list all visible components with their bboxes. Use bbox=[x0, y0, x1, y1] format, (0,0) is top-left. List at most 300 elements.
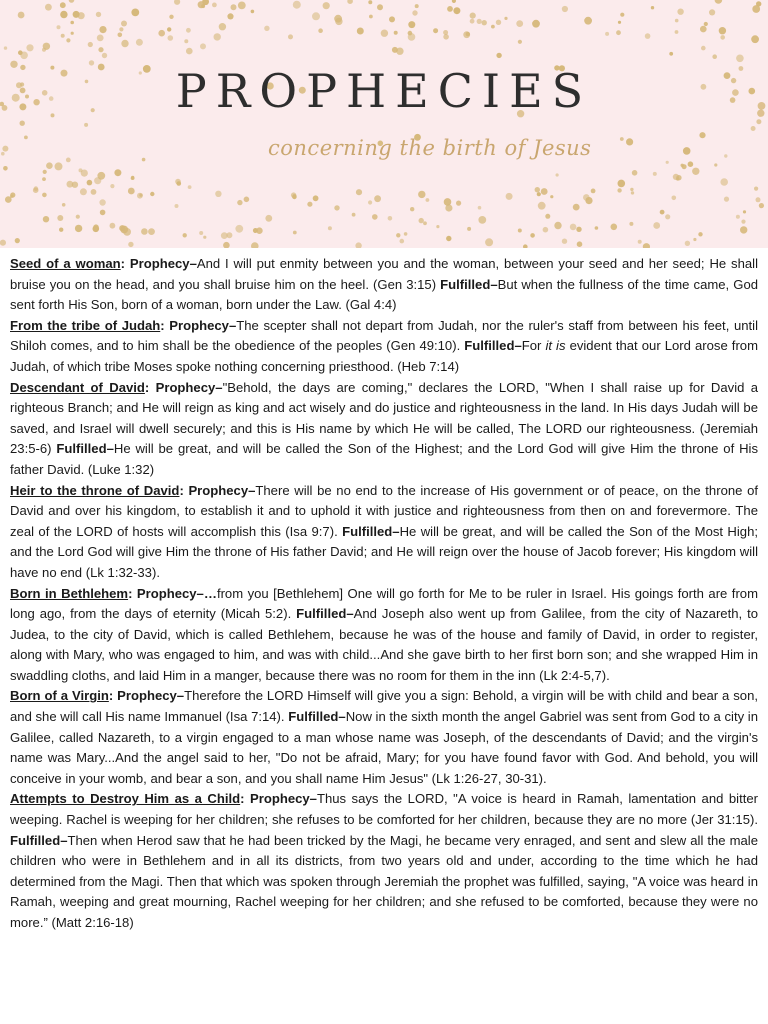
confetti-dot bbox=[751, 35, 759, 43]
confetti-dot bbox=[446, 236, 451, 241]
confetti-dot bbox=[570, 224, 577, 231]
confetti-dot bbox=[293, 231, 297, 235]
confetti-dot bbox=[754, 187, 758, 191]
confetti-dot bbox=[264, 26, 269, 31]
confetti-dot bbox=[756, 197, 761, 202]
confetti-dot bbox=[709, 9, 715, 15]
confetti-dot bbox=[175, 204, 179, 208]
confetti-dot bbox=[433, 28, 438, 33]
confetti-dot bbox=[66, 158, 71, 163]
confetti-dot bbox=[1, 152, 5, 156]
confetti-dot bbox=[562, 239, 567, 244]
confetti-dot bbox=[443, 30, 448, 35]
confetti-dot bbox=[669, 52, 673, 56]
confetti-dot bbox=[576, 227, 581, 232]
confetti-dot bbox=[643, 243, 650, 248]
prophecy-label: Prophecy– bbox=[155, 379, 223, 395]
confetti-dot bbox=[45, 4, 52, 11]
fulfilled-text-italic: it is bbox=[545, 338, 566, 354]
confetti-dot bbox=[368, 200, 372, 204]
confetti-dot bbox=[675, 19, 679, 23]
confetti-dot bbox=[653, 222, 660, 229]
confetti-dot bbox=[751, 126, 756, 131]
confetti-dot bbox=[620, 137, 624, 141]
fulfilled-label: Fulfilled– bbox=[10, 832, 68, 848]
confetti-dot bbox=[573, 204, 580, 211]
confetti-dot bbox=[168, 35, 174, 41]
confetti-dot bbox=[231, 4, 237, 10]
confetti-dot bbox=[698, 232, 702, 236]
confetti-dot bbox=[719, 27, 726, 34]
fulfilled-label: Fulfilled– bbox=[342, 523, 400, 539]
confetti-dot bbox=[523, 244, 528, 248]
confetti-dot bbox=[478, 206, 482, 210]
confetti-dot bbox=[70, 21, 74, 25]
confetti-dot bbox=[692, 168, 699, 175]
confetti-dot bbox=[556, 173, 559, 176]
confetti-dot bbox=[372, 214, 378, 220]
confetti-dot bbox=[676, 175, 681, 180]
confetti-dot bbox=[237, 200, 242, 205]
confetti-dot bbox=[357, 28, 364, 35]
confetti-dot bbox=[550, 195, 553, 198]
entry-tribe-of-judah: From the tribe of Judah: Prophecy–The scepter shall not depart from Judah, nor the ruler's staff from between his feet, until Shiloh comes, and to him shall be the obedience of the peoples (Gen 49:10). Fulfilled–For it is evident that our Lord arose from Judah, of which tribe Moses spoke nothing concerning priesthood. (Heb 7:14) bbox=[10, 317, 759, 374]
confetti-dot bbox=[186, 48, 193, 55]
fulfilled-label: Fulfilled– bbox=[440, 276, 498, 292]
confetti-dot bbox=[629, 222, 633, 226]
confetti-dot bbox=[736, 55, 744, 63]
confetti-dot bbox=[69, 0, 75, 3]
confetti-dot bbox=[518, 229, 522, 233]
confetti-dot bbox=[188, 185, 192, 189]
confetti-dot bbox=[720, 178, 728, 186]
fulfilled-text-prefix: For bbox=[521, 338, 546, 354]
confetti-dot bbox=[752, 5, 760, 13]
confetti-dot bbox=[214, 33, 221, 40]
confetti-dot bbox=[99, 199, 105, 205]
confetti-dot bbox=[369, 15, 373, 19]
prophecy-text: There will be no end to the increase of His government or of peace, on the throne of David and over his kingdom, to establish it and to uphold it with justice and righteousness from then on and forevermore. The zeal of the LORD of hosts will accomplish this (Isa 9:7). bbox=[10, 482, 758, 539]
confetti-dot bbox=[404, 232, 408, 236]
confetti-dot bbox=[87, 180, 93, 186]
entry-born-in-bethlehem: Born in Bethlehem: Prophecy–…from you [Bethlehem] One will go forth for Me to be ruler in Israel. His goings forth are from long ago, from the days of eternity (Micah 5:2). Fulfilled–And Joseph also went up from Galilee, from the city of Nazareth, to Judea, to the city of David, which is called Bethlehem, because he was of the house and family of David, in order to register, along with Mary, who was engaged to him, and was with child...And she gave birth to her first born son; and she wrapped Him in swaddling cloths, and laid Him in a manger, because there was no room for them in the inn (Lk 2:4-5,7). bbox=[10, 585, 759, 683]
confetti-dot bbox=[102, 53, 107, 58]
confetti-dot bbox=[632, 170, 638, 176]
confetti-dot bbox=[477, 19, 482, 24]
confetti-dot bbox=[618, 180, 626, 188]
confetti-dot bbox=[100, 210, 106, 216]
entry-attempts-to-destroy: Attempts to Destroy Him as a Child: Prophecy–Thus says the LORD, "A voice is heard in Ramah, lamentation and bitter weeping. Rachel is weeping for her children; she refuses to be comforted for her children, because they are no more (Jer 31:15). Fulfilled–Then when Herod saw that he had been tricked by the Magi, he became very enraged, and sent and slew all the male children who were in Bethlehem and in all its districts, from two years old and under, according to the time which he had determined from the Magi. Then that which was spoken through Jeremiah the prophet was fulfilled, saying, "A voice was heard in Ramah, weeping and great mourning, Rachel weeping for her children; and she refused to be comforted, because they were no more.” (Matt 2:16-18) bbox=[10, 791, 758, 930]
confetti-dot bbox=[631, 191, 634, 194]
confetti-dot bbox=[617, 188, 621, 192]
confetti-dot bbox=[453, 7, 460, 14]
confetti-dot bbox=[496, 20, 501, 25]
confetti-dot bbox=[76, 215, 80, 219]
confetti-dot bbox=[99, 26, 106, 33]
confetti-dot bbox=[724, 154, 727, 157]
confetti-dot bbox=[700, 26, 707, 33]
confetti-dot bbox=[714, 163, 717, 166]
confetti-dot bbox=[142, 158, 146, 162]
fulfilled-label: Fulfilled– bbox=[464, 338, 522, 354]
confetti-dot bbox=[585, 197, 592, 204]
prophecy-label: Prophecy– bbox=[117, 688, 185, 704]
confetti-dot bbox=[203, 236, 206, 239]
confetti-dot bbox=[482, 20, 487, 25]
entry-heading: Born in Bethlehem bbox=[10, 585, 129, 601]
confetti-dot bbox=[265, 215, 272, 222]
prophecy-text: Thus says the LORD, "A voice is heard in Ramah, lamentation and bitter weeping. Rachel is weeping for her children; she refuses to be comforted for her children, because they are no more (Jer 31:15). bbox=[10, 791, 758, 828]
confetti-dot bbox=[110, 223, 116, 229]
confetti-dot bbox=[456, 201, 461, 206]
confetti-dot bbox=[419, 218, 424, 223]
prophecy-text: Therefore the LORD Himself will give you a sign: Behold, a virgin will be with child and bear a son, and she will call His name Immanuel (Isa 7:14). bbox=[10, 688, 759, 725]
confetti-dot bbox=[396, 233, 400, 237]
confetti-dot bbox=[200, 43, 206, 49]
confetti-dot bbox=[518, 40, 522, 44]
confetti-dot bbox=[756, 119, 761, 124]
page-title: PROPHECIES bbox=[175, 64, 593, 118]
confetti-dot bbox=[293, 1, 301, 9]
confetti-dot bbox=[485, 238, 493, 246]
confetti-dot bbox=[318, 28, 323, 33]
confetti-dot bbox=[591, 189, 596, 194]
confetti-dot bbox=[15, 238, 20, 243]
confetti-dot bbox=[292, 195, 297, 200]
confetti-dot bbox=[736, 215, 740, 219]
confetti-dot bbox=[638, 240, 642, 244]
confetti-dot bbox=[630, 188, 633, 191]
confetti-dot bbox=[110, 184, 114, 188]
confetti-dot bbox=[478, 216, 486, 224]
entry-born-of-a-virgin: Born of a Virgin: Prophecy–Therefore the LORD Himself will give you a sign: Behold, a virgin will be with child and bear a son, and she will call His name Immanuel (Isa 7:14). Fulfilled–Now in the sixth month the angel Gabriel was sent from God to a city in Galilee, called Nazareth, to a virgin engaged to a man whose name was Joseph, of the descendants of David; and the virgin's name was Mary...And the angel said to her, "Do not be afraid, Mary; for you have found favor with God. And behold, you will conceive in your womb, and bear a son, and you shall name Him Jesus" (Lk 1:26-27, 30-31). bbox=[10, 688, 759, 786]
confetti-dot bbox=[97, 35, 104, 42]
confetti-dot bbox=[60, 2, 66, 8]
entry-heading: Heir to the throne of David bbox=[10, 482, 180, 498]
confetti-dot bbox=[653, 172, 657, 176]
confetti-dot bbox=[677, 9, 683, 15]
confetti-dot bbox=[408, 21, 415, 28]
confetti-dot bbox=[538, 202, 546, 210]
confetti-dot bbox=[675, 30, 679, 34]
confetti-dot bbox=[683, 147, 691, 155]
confetti-dot bbox=[693, 238, 696, 241]
confetti-dot bbox=[307, 202, 312, 207]
prophecy-ellipsis: … bbox=[203, 585, 217, 601]
confetti-dot bbox=[114, 169, 121, 176]
confetti-dot bbox=[186, 28, 191, 33]
prophecy-list bbox=[10, 254, 758, 934]
confetti-dot bbox=[34, 186, 39, 191]
confetti-dot bbox=[128, 242, 133, 247]
confetti-dot bbox=[334, 205, 339, 210]
confetti-dot bbox=[313, 195, 319, 201]
confetti-dot bbox=[410, 207, 414, 211]
confetti-dot bbox=[701, 46, 706, 51]
confetti-dot bbox=[75, 225, 82, 232]
fulfilled-text: But when the fullness of the time came, God sent forth His Son, born of a woman, born under the Law. (Gal 4:4) bbox=[10, 276, 759, 313]
confetti-dot bbox=[219, 23, 226, 30]
confetti-dot bbox=[463, 31, 470, 38]
confetti-dot bbox=[712, 54, 717, 59]
confetti-dot bbox=[470, 19, 475, 24]
confetti-dot bbox=[97, 172, 105, 180]
confetti-dot bbox=[42, 48, 46, 52]
confetti-dot bbox=[618, 21, 621, 24]
confetti-dot bbox=[238, 2, 246, 10]
confetti-dot bbox=[24, 136, 28, 140]
prophecy-label: Prophecy– bbox=[188, 482, 256, 498]
confetti-dot bbox=[715, 0, 723, 4]
confetti-dot bbox=[356, 189, 362, 195]
confetti-dot bbox=[121, 40, 128, 47]
fulfilled-text: And Joseph also went up from Galilee, from the city of Nazareth, to Judea, to the city of David, which is called Bethlehem, because he was of the house and family of David, in order to register, along with Mary, who was engaged to him, and was with child...And she gave birth to her first born son; and she wrapped Him in swaddling cloths, and laid Him in a manger, because there was no room for them in the inn (Lk 2:4-5,7). bbox=[10, 606, 759, 683]
confetti-dot bbox=[626, 138, 633, 145]
confetti-dot bbox=[169, 15, 173, 19]
confetti-dot bbox=[118, 33, 123, 38]
confetti-dot bbox=[184, 39, 188, 43]
confetti-dot bbox=[120, 226, 128, 234]
confetti-dot bbox=[381, 30, 388, 37]
page-subtitle: concerning the birth of Jesus bbox=[268, 136, 592, 160]
confetti-dot bbox=[80, 188, 87, 195]
fulfilled-label: Fulfilled– bbox=[288, 709, 346, 725]
confetti-dot bbox=[18, 12, 25, 19]
confetti-dot bbox=[128, 188, 135, 195]
confetti-dot bbox=[396, 48, 403, 55]
fulfilled-label: Fulfilled– bbox=[296, 606, 354, 622]
confetti-dot bbox=[685, 241, 690, 246]
confetti-dot bbox=[288, 34, 293, 39]
confetti-dot bbox=[516, 20, 523, 27]
confetti-dot bbox=[251, 10, 255, 14]
confetti-dot bbox=[605, 32, 609, 36]
confetti-dot bbox=[42, 193, 47, 198]
confetti-dot bbox=[335, 18, 342, 25]
prophecy-text: "Behold, the days are coming," declares the LORD, "When I shall raise up for David a righteous Branch; and He will reign as king and act wisely and do justice and righteousness in the land. In His days Judah will be saved, and Israel will dwell securely; and this is His name by which He will be called, The LORD our righteousness. (Jeremiah 23:5-6) bbox=[10, 379, 758, 457]
confetti-dot bbox=[704, 22, 708, 26]
confetti-dot bbox=[436, 225, 439, 228]
gold-confetti-dots bbox=[0, 0, 768, 248]
confetti-dot bbox=[167, 27, 171, 31]
confetti-dot bbox=[5, 196, 12, 203]
confetti-dot bbox=[235, 225, 243, 233]
confetti-dot bbox=[215, 191, 221, 197]
confetti-dot bbox=[183, 233, 187, 237]
confetti-dot bbox=[55, 162, 63, 170]
confetti-dot bbox=[394, 31, 398, 35]
confetti-dot bbox=[444, 198, 452, 206]
entry-descendant-of-david: Descendant of David: Prophecy–"Behold, the days are coming," declares the LORD, "When I shall raise up for David a righteous Branch; and He will reign as king and act wisely and do justice and righteousness in the land. In His days Judah will be saved, and Israel will dwell securely; and this is His name by which He will be called, The LORD our righteousness. (Jeremiah 23:5-6) Fulfilled–He will be great, and will be called the Son of the Highest; and the Lord God will give Him the throne of His father David. (Luke 1:32) bbox=[10, 379, 759, 477]
confetti-dot bbox=[545, 214, 550, 219]
confetti-dot bbox=[672, 196, 677, 201]
confetti-dot bbox=[59, 228, 63, 232]
confetti-dot bbox=[530, 233, 535, 238]
confetti-dot bbox=[93, 224, 99, 230]
confetti-dot bbox=[150, 192, 154, 196]
confetti-dot bbox=[221, 232, 228, 239]
confetti-dot bbox=[136, 39, 143, 46]
confetti-dot bbox=[408, 31, 413, 36]
confetti-dot bbox=[62, 203, 66, 207]
confetti-dot bbox=[577, 241, 583, 247]
confetti-dot bbox=[388, 216, 393, 221]
confetti-dot bbox=[562, 6, 568, 12]
confetti-dot bbox=[724, 197, 729, 202]
entry-heading: From the tribe of Judah bbox=[10, 317, 161, 333]
entry-heading: Born of a Virgin bbox=[10, 688, 109, 704]
confetti-dot bbox=[418, 191, 425, 198]
header-banner bbox=[0, 0, 768, 248]
prophecy-text: And I will put enmity between you and the woman, between your seed and her seed; He shall bruise you on the head, and you shall bruise him on the heel. (Gen 3:15) bbox=[10, 256, 758, 292]
confetti-dot bbox=[81, 170, 88, 177]
confetti-dot bbox=[26, 44, 33, 51]
confetti-dot bbox=[666, 161, 669, 164]
confetti-dot bbox=[137, 193, 143, 199]
confetti-dot bbox=[88, 42, 93, 47]
entry-heir-to-throne: Heir to the throne of David: Prophecy–There will be no end to the increase of His government or of peace, on the throne of David and over his kingdom, to establish it and to uphold it with justice and righteousness from then on and forevermore. The zeal of the LORD of hosts will accomplish this (Isa 9:7). Fulfilled–He will be great, and will be called the Son of the Most High; and the Lord God will give Him the throne of His father David; and He will reign over the house of Jacob forever; His kingdom will have no end (Lk 1:32-33). bbox=[10, 482, 758, 580]
confetti-dot bbox=[447, 6, 453, 12]
fulfilled-text: He will be great, and will be called the Son of the Most High; and the Lord God will give Him the throne of His father David; and He will reign over the house of Jacob forever; His kingdom will have no end (Lk 1:32-33). bbox=[10, 523, 758, 580]
confetti-dot bbox=[42, 177, 46, 181]
confetti-dot bbox=[131, 176, 135, 180]
confetti-dot bbox=[20, 121, 25, 126]
confetti-dot bbox=[158, 30, 165, 37]
confetti-dot bbox=[506, 193, 513, 200]
confetti-dot bbox=[688, 161, 694, 167]
confetti-dot bbox=[616, 30, 621, 35]
confetti-dot bbox=[537, 192, 541, 196]
confetti-dot bbox=[212, 3, 217, 8]
confetti-dot bbox=[741, 220, 745, 224]
confetti-dot bbox=[415, 4, 419, 8]
confetti-dot bbox=[595, 226, 599, 230]
fulfilled-text: evident that our Lord arose from Judah, of which tribe Moses spoke nothing concerning priesthood. (Heb 7:14) bbox=[10, 338, 758, 374]
confetti-dot bbox=[57, 25, 61, 29]
confetti-dot bbox=[244, 197, 250, 203]
confetti-dot bbox=[347, 0, 353, 4]
prophecy-text: The scepter shall not depart from Judah, nor the ruler's staff from between his feet, until Shiloh comes, and to him shall be the obedience of the peoples (Gen 49:10). bbox=[10, 317, 759, 354]
confetti-dot bbox=[312, 12, 320, 20]
fulfilled-text: He will be great, and will be called the Son of the Highest; and the Lord God will give Him the throne of His father David. (Luke 1:32) bbox=[10, 441, 759, 477]
confetti-dot bbox=[452, 0, 456, 3]
confetti-dot bbox=[720, 35, 725, 40]
confetti-dot bbox=[2, 146, 8, 152]
entry-heading: Attempts to Destroy Him as a Child bbox=[10, 791, 241, 807]
confetti-dot bbox=[541, 188, 548, 195]
confetti-dot bbox=[3, 166, 8, 171]
prophecy-text: from you [Bethlehem] One will go forth for Me to be ruler in Israel. His goings forth are from long ago, from the days of eternity (Micah 5:2). bbox=[10, 585, 758, 622]
confetti-dot bbox=[368, 0, 372, 4]
confetti-dot bbox=[532, 20, 540, 28]
confetti-dot bbox=[426, 198, 430, 202]
confetti-dot bbox=[645, 33, 651, 39]
confetti-dot bbox=[352, 213, 356, 217]
confetti-dot bbox=[4, 46, 7, 49]
confetti-dot bbox=[759, 203, 764, 208]
confetti-dot bbox=[223, 242, 230, 248]
confetti-dot bbox=[253, 228, 258, 233]
confetti-dot bbox=[660, 210, 665, 215]
confetti-dot bbox=[504, 17, 507, 20]
confetti-dot bbox=[84, 123, 88, 127]
confetti-dot bbox=[681, 164, 684, 167]
confetti-dot bbox=[91, 189, 97, 195]
confetti-dot bbox=[554, 222, 561, 229]
confetti-dot bbox=[72, 182, 78, 188]
fulfilled-text: Then when Herod saw that he had been tricked by the Magi, he became very enraged, and sent and slew all the male children who were in Bethlehem and in all its districts, from two years old and under, according to the time which he had determined from the Magi. Then that which was spoken through Jeremiah the prophet was fulfilled, saying, "A voice was heard in Ramah, weeping and great mourning, Rachel weeping for her children; and she refused to be comforted, because they were no more.” (Matt 2:16-18) bbox=[10, 832, 758, 930]
confetti-dot bbox=[119, 27, 123, 31]
confetti-dot bbox=[61, 34, 65, 38]
confetti-dot bbox=[57, 215, 63, 221]
confetti-dot bbox=[20, 52, 28, 60]
confetti-dot bbox=[496, 53, 501, 58]
confetti-dot bbox=[651, 6, 654, 9]
confetti-dot bbox=[584, 17, 592, 25]
confetti-dot bbox=[445, 204, 452, 211]
confetti-dot bbox=[611, 224, 618, 231]
entry-heading: Seed of a woman bbox=[10, 256, 121, 271]
confetti-dot bbox=[46, 162, 53, 169]
confetti-dot bbox=[66, 38, 70, 42]
confetti-dot bbox=[175, 179, 181, 185]
confetti-dot bbox=[121, 21, 127, 27]
confetti-dot bbox=[227, 13, 233, 19]
confetti-dot bbox=[73, 11, 80, 18]
confetti-dot bbox=[199, 231, 203, 235]
confetti-dot bbox=[543, 227, 549, 233]
confetti-dot bbox=[141, 228, 148, 235]
confetti-dot bbox=[400, 239, 405, 244]
prophecy-label: Prophecy– bbox=[136, 585, 204, 601]
confetti-dot bbox=[60, 11, 67, 18]
prophecy-label: Prophecy– bbox=[169, 317, 237, 333]
confetti-dot bbox=[174, 0, 180, 5]
prophecy-label: Prophecy– bbox=[129, 256, 197, 271]
confetti-dot bbox=[470, 13, 476, 19]
confetti-dot bbox=[740, 226, 747, 233]
entry-seed-of-a-woman: Seed of a woman: Prophecy–And I will put enmity between you and the woman, between your seed and her seed; He shall bruise you on the head, and you shall bruise him on the heel. (Gen 3:15) Fulfilled–But when the fullness of the time came, God sent forth His Son, born of a woman, born under the Law. (Gal 4:4) bbox=[10, 256, 759, 313]
confetti-dot bbox=[96, 12, 101, 17]
confetti-dot bbox=[0, 240, 6, 246]
confetti-dot bbox=[491, 25, 495, 29]
confetti-dot bbox=[467, 227, 471, 231]
fulfilled-text: Now in the sixth month the angel Gabriel was sent from God to a city in Galilee, called Nazareth, to a virgin engaged to a man whose name was Joseph, of the descendants of David; and the virgin's name was Mary...And the angel said to her, "Do not be afraid, Mary; for you have found favor with God. And behold, you will conceive in your womb, and bear a son, and you shall name Him Jesus" (Lk 1:26-27, 30-31). bbox=[10, 709, 758, 786]
confetti-dot bbox=[620, 13, 624, 17]
confetti-dot bbox=[412, 10, 417, 15]
confetti-dot bbox=[355, 242, 361, 248]
confetti-dot bbox=[743, 210, 746, 213]
confetti-dot bbox=[43, 216, 49, 222]
confetti-dot bbox=[43, 170, 47, 174]
confetti-dot bbox=[699, 132, 705, 138]
confetti-dot bbox=[423, 221, 427, 225]
confetti-dot bbox=[323, 2, 330, 9]
confetti-dot bbox=[148, 228, 155, 235]
confetti-dot bbox=[98, 47, 103, 52]
confetti-dot bbox=[389, 16, 395, 22]
confetti-dot bbox=[665, 214, 670, 219]
confetti-dot bbox=[71, 32, 74, 35]
confetti-dot bbox=[131, 9, 139, 17]
confetti-dot bbox=[374, 195, 381, 202]
confetti-dot bbox=[251, 242, 259, 248]
confetti-dot bbox=[535, 187, 540, 192]
prophecy-label: Prophecy– bbox=[250, 791, 317, 807]
fulfilled-label: Fulfilled– bbox=[56, 441, 114, 457]
entry-heading: Descendant of David bbox=[10, 379, 145, 395]
confetti-dot bbox=[377, 4, 383, 10]
